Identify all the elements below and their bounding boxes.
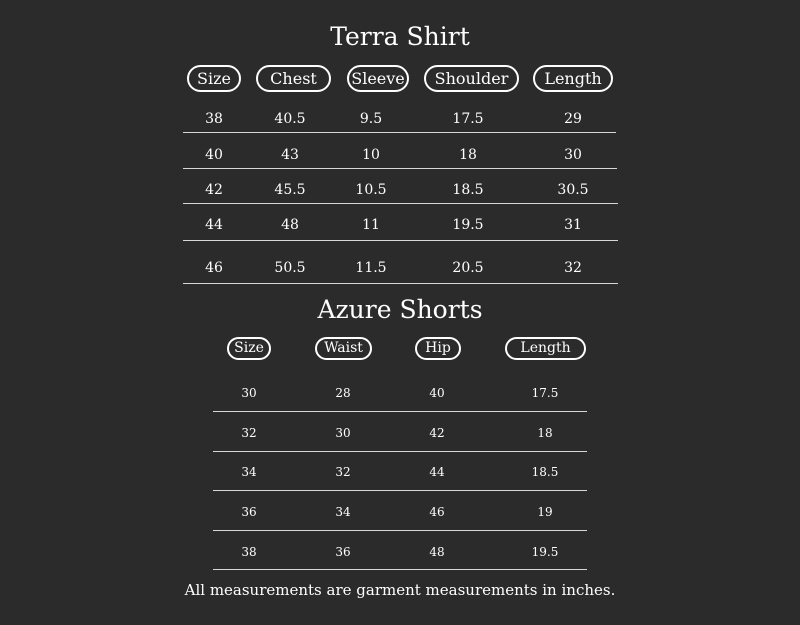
shorts-cell-size: 38 bbox=[241, 545, 257, 559]
shirt-cell-length: 32 bbox=[564, 260, 582, 276]
shirt-cell-chest: 40.5 bbox=[274, 111, 306, 127]
shirt-cell-length: 31 bbox=[564, 217, 582, 233]
shirt-header-sleeve: Sleeve bbox=[347, 65, 409, 92]
shorts-cell-length: 19 bbox=[537, 505, 553, 519]
shorts-row-divider bbox=[213, 490, 587, 491]
shirt-row-divider bbox=[183, 168, 617, 169]
shirt-cell-sleeve: 11 bbox=[362, 217, 380, 233]
shirt-cell-chest: 43 bbox=[281, 147, 299, 163]
shorts-header-length: Length bbox=[505, 337, 586, 360]
shirt-header-length: Length bbox=[533, 65, 613, 92]
shirt-cell-chest: 48 bbox=[281, 217, 299, 233]
shorts-header-hip: Hip bbox=[415, 337, 461, 360]
shirt-cell-shoulder: 18 bbox=[459, 147, 477, 163]
shorts-cell-hip: 48 bbox=[429, 545, 445, 559]
shorts-row-divider bbox=[213, 411, 587, 412]
shirt-row-divider bbox=[183, 283, 618, 284]
shirt-cell-shoulder: 20.5 bbox=[452, 260, 484, 276]
shorts-cell-size: 30 bbox=[241, 386, 257, 400]
shorts-row-divider bbox=[213, 530, 587, 531]
shirt-cell-shoulder: 17.5 bbox=[452, 111, 484, 127]
shorts-cell-size: 32 bbox=[241, 426, 257, 440]
shorts-cell-length: 19.5 bbox=[531, 545, 559, 559]
shirt-header-chest: Chest bbox=[256, 65, 331, 92]
shorts-cell-hip: 42 bbox=[429, 426, 445, 440]
shirt-row-divider bbox=[183, 240, 618, 241]
shirt-cell-length: 30.5 bbox=[557, 182, 589, 198]
shorts-cell-length: 18.5 bbox=[531, 465, 559, 479]
shirt-header-size: Size bbox=[187, 65, 241, 92]
shorts-cell-length: 18 bbox=[537, 426, 553, 440]
shorts-cell-waist: 30 bbox=[335, 426, 351, 440]
shorts-cell-waist: 28 bbox=[335, 386, 351, 400]
shirt-cell-chest: 50.5 bbox=[274, 260, 306, 276]
shirt-cell-size: 38 bbox=[205, 111, 223, 127]
shirt-cell-size: 44 bbox=[205, 217, 223, 233]
shorts-header-waist: Waist bbox=[315, 337, 372, 360]
shirt-cell-chest: 45.5 bbox=[274, 182, 306, 198]
shorts-header-size: Size bbox=[227, 337, 271, 360]
shirt-cell-size: 42 bbox=[205, 182, 223, 198]
shorts-row-divider bbox=[213, 451, 587, 452]
shorts-cell-hip: 46 bbox=[429, 505, 445, 519]
shirt-cell-sleeve: 10 bbox=[362, 147, 380, 163]
shirt-cell-sleeve: 9.5 bbox=[359, 111, 383, 127]
shorts-cell-waist: 34 bbox=[335, 505, 351, 519]
shorts-cell-length: 17.5 bbox=[531, 386, 559, 400]
shirt-cell-shoulder: 19.5 bbox=[452, 217, 484, 233]
shorts-cell-size: 36 bbox=[241, 505, 257, 519]
shorts-cell-size: 34 bbox=[241, 465, 257, 479]
shirt-cell-shoulder: 18.5 bbox=[452, 182, 484, 198]
shirt-cell-size: 40 bbox=[205, 147, 223, 163]
shorts-cell-waist: 32 bbox=[335, 465, 351, 479]
shorts-cell-hip: 40 bbox=[429, 386, 445, 400]
shirt-row-divider bbox=[183, 203, 618, 204]
shirt-cell-sleeve: 10.5 bbox=[355, 182, 387, 198]
footnote: All measurements are garment measurements in inches. bbox=[184, 581, 616, 599]
shorts-row-divider bbox=[213, 569, 587, 570]
shirt-cell-length: 29 bbox=[564, 111, 582, 127]
shirt-header-shoulder: Shoulder bbox=[424, 65, 519, 92]
shirt-cell-length: 30 bbox=[564, 147, 582, 163]
shorts-cell-hip: 44 bbox=[429, 465, 445, 479]
shorts-cell-waist: 36 bbox=[335, 545, 351, 559]
shorts-table-title: Azure Shorts bbox=[317, 295, 483, 324]
shirt-row-divider bbox=[183, 132, 616, 133]
shirt-table-title: Terra Shirt bbox=[330, 22, 470, 51]
shirt-cell-sleeve: 11.5 bbox=[355, 260, 387, 276]
shirt-cell-size: 46 bbox=[205, 260, 223, 276]
